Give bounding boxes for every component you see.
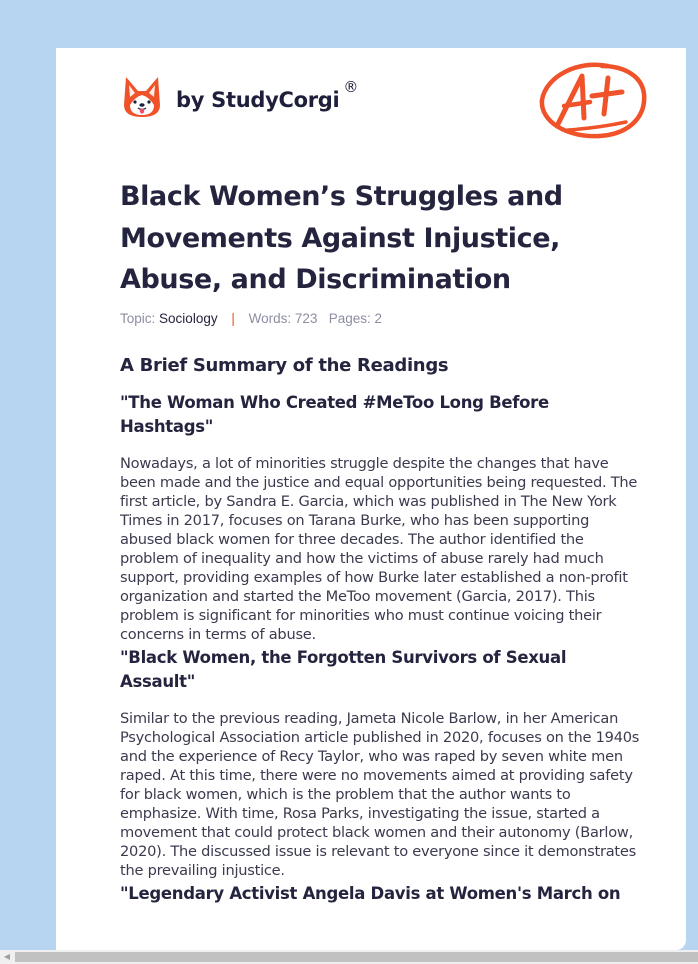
- page-title: Black Women’s Struggles and Movements Against Injustice, Abuse, and Discrimination: [120, 181, 563, 295]
- topic-link[interactable]: Sociology: [159, 311, 218, 326]
- subsection-heading: "Black Women, the Forgotten Survivors of Sexual Assault": [120, 648, 567, 691]
- logo-text: by StudyCorgi: [176, 88, 340, 112]
- pages-count: 2: [374, 311, 383, 326]
- a-plus-badge-icon: [538, 58, 650, 146]
- pages-label: Pages:: [328, 311, 371, 326]
- subsection-heading: "The Woman Who Created #MeToo Long Before Hashtags": [120, 393, 549, 436]
- words-count: 723: [294, 311, 318, 326]
- document-meta: [120, 311, 382, 326]
- paragraph: Similar to the previous reading, Jameta Nicole Barlow, in her American Psychological Association article published in 2020, focuses on the 1940s and the experience of Recy Taylor, who was raped by seven white men raped. At this time, there were no movements aimed at providing safety for black women, which is the problem that the author wants to emphasize. With time, Rosa Parks, investigating the issue, started a movement that could protect black women and their autonomy (Barlow, 2020). The discussed issue is relevant to everyone since it demonstrates the prevailing injustice.: [120, 710, 640, 879]
- horizontal-scrollbar[interactable]: [0, 950, 698, 964]
- document-body: [120, 348, 640, 906]
- meta-separator: |: [231, 311, 235, 326]
- scroll-left-arrow-icon[interactable]: ◀: [3, 952, 11, 961]
- document-card: [56, 48, 686, 950]
- registered-mark: ®: [343, 78, 359, 96]
- paragraph: Nowadays, a lot of minorities struggle despite the changes that have been made and the justice and equal opportunities being requested. The first article, by Sandra E. Garcia, which was published in The New York Times in 2017, focuses on Tarana Burke, who has been supporting abused black women for three decades. The author identified the problem of inequality and how the victims of abuse rarely had much support, providing examples of how Burke later established a non-profit organization and started the MeToo movement (Garcia, 2017). This problem is significant for minorities who must continue voicing their concerns in terms of abuse.: [120, 455, 638, 643]
- studycorgi-logo[interactable]: [122, 75, 358, 119]
- corgi-icon: [122, 75, 162, 119]
- subsection-heading: "Legendary Activist Angela Davis at Women's March on: [120, 884, 621, 903]
- topic-label: Topic:: [120, 311, 156, 326]
- scrollbar-thumb[interactable]: [15, 952, 698, 962]
- section-heading: A Brief Summary of the Readings: [120, 355, 449, 376]
- words-label: Words:: [248, 311, 292, 326]
